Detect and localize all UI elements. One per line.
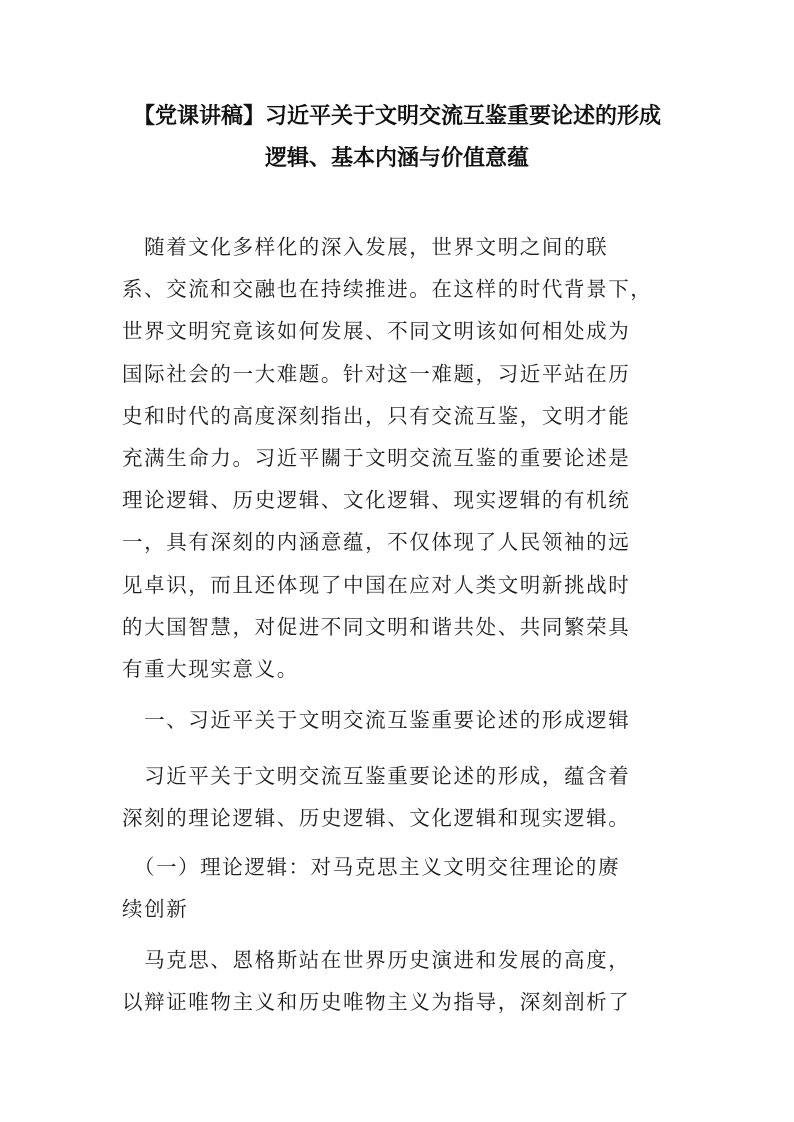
text-line: 随着文化多样化的深入发展，世界文明之间的联 — [122, 235, 609, 259]
text-line: 深刻的理论逻辑、历史逻辑、文化逻辑和现实逻辑。 — [122, 806, 631, 831]
text-line: 有重大现实意义。 — [122, 657, 299, 682]
section-1-paragraph — [122, 755, 678, 839]
text-line: 史和时代的高度深刻指出，只有交流互鉴，文明才能 — [122, 403, 631, 428]
text-line: （一）理论逻辑：对马克思主义文明交往理论的赓 — [122, 855, 621, 879]
text-line: 以辩证唯物主义和历史唯物主义为指导，深刻剖析了 — [122, 990, 631, 1015]
title-line: 逻辑、基本内涵与价值意蕴 — [264, 146, 529, 171]
text-line: 续创新 — [122, 897, 189, 922]
document-title — [100, 96, 694, 180]
intro-paragraph — [122, 226, 678, 690]
title-line: 【党课讲稿】习近平关于文明交流互鉴重要论述的形成 — [132, 104, 661, 129]
subsection-heading-1 — [122, 846, 678, 930]
text-line: 马克思、恩格斯站在世界历史演进和发展的高度， — [122, 948, 631, 972]
text-line: 一，具有深刻的内涵意蕴，不仅体现了人民领袖的远 — [122, 530, 631, 555]
text-line: 国际社会的一大难题。针对这一难题，习近平站在历 — [122, 361, 631, 386]
subsection-1-paragraph — [122, 939, 678, 1023]
text-line: 世界文明究竟该如何发展、不同文明该如何相处成为 — [122, 319, 631, 344]
text-line: 的大国智慧，对促进不同文明和谐共处、共同繁荣具 — [122, 614, 631, 639]
section-heading-1 — [122, 699, 678, 741]
text-line: 系、交流和交融也在持续推进。在这样的时代背景下， — [122, 277, 653, 302]
text-line: 一、习近平关于文明交流互鉴重要论述的形成逻辑 — [122, 708, 631, 732]
text-line: 理论逻辑、历史逻辑、文化逻辑、现实逻辑的有机统 — [122, 488, 631, 513]
text-line: 见卓识，而且还体现了中国在应对人类文明新挑战时 — [122, 572, 631, 597]
text-line: 习近平关于文明交流互鉴重要论述的形成，蕴含着 — [122, 764, 631, 788]
text-line: 充满生命力。习近平關于文明交流互鉴的重要论述是 — [122, 446, 631, 471]
